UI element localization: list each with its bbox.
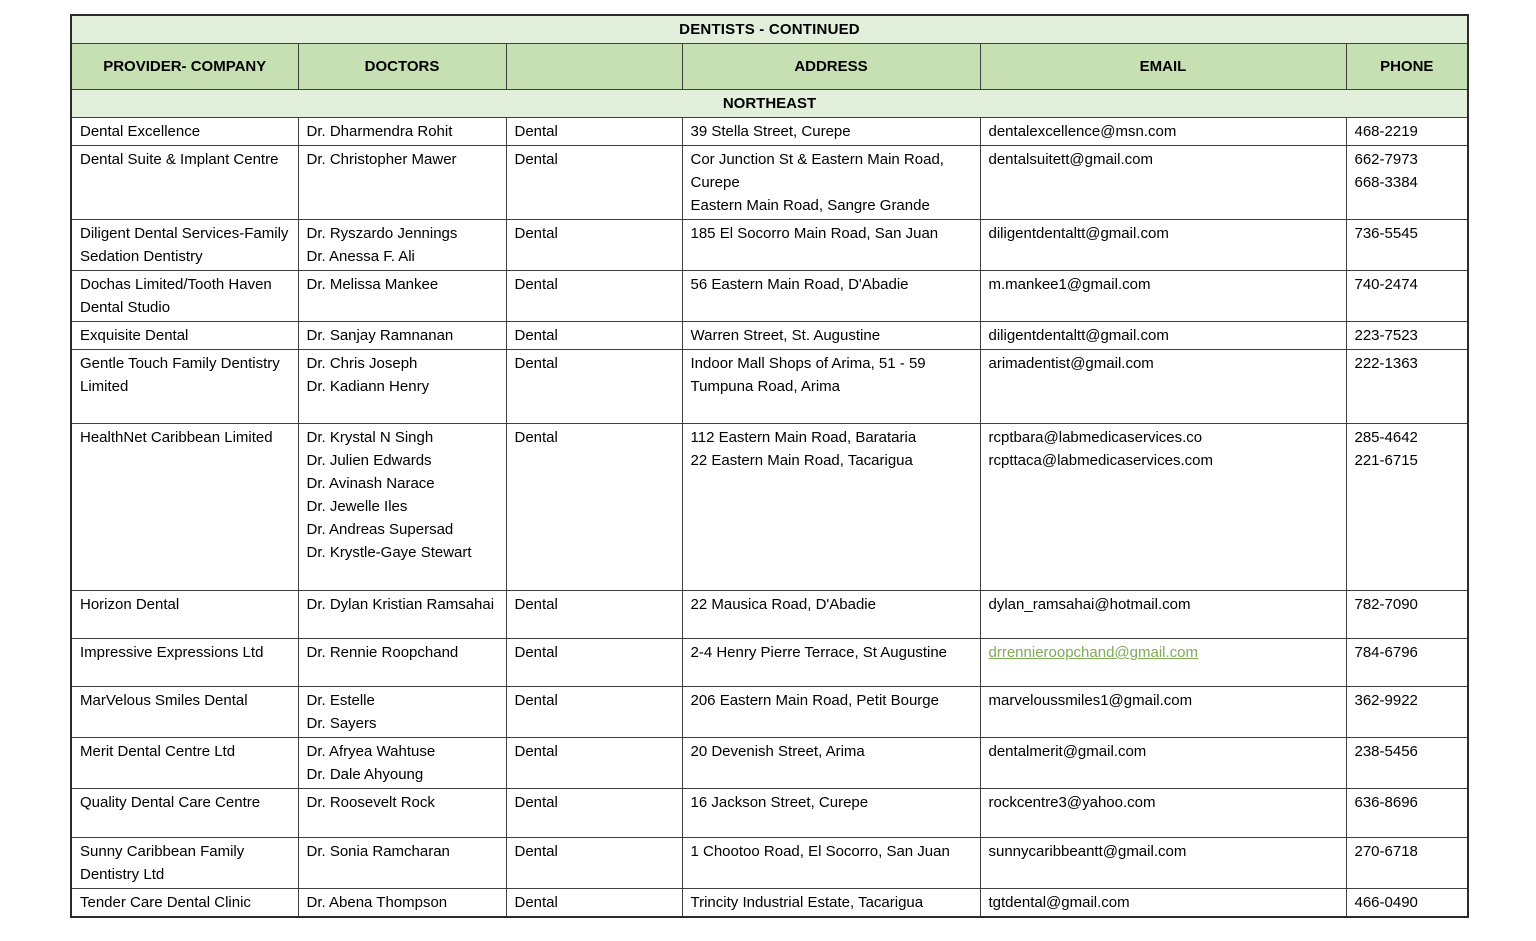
phone-number: 285-4642 bbox=[1354, 429, 1418, 446]
table-row bbox=[71, 424, 1468, 591]
address-line: 22 Mausica Road, D'Abadie bbox=[690, 596, 876, 613]
email-cell bbox=[980, 220, 1346, 271]
phone-cell bbox=[1346, 789, 1468, 838]
doctors-cell bbox=[298, 220, 506, 271]
email-cell bbox=[980, 350, 1346, 424]
doctors-cell bbox=[298, 591, 506, 639]
phone-cell bbox=[1346, 146, 1468, 220]
phone-number: 223-7523 bbox=[1354, 327, 1418, 344]
phone-cell bbox=[1346, 322, 1468, 350]
column-header-row bbox=[71, 44, 1468, 90]
email-link[interactable]: drrennieroopchand@gmail.com bbox=[988, 644, 1199, 661]
provider-type: Dental bbox=[514, 692, 558, 709]
table-row bbox=[71, 789, 1468, 838]
doctor-name: Dr. Kadiann Henry bbox=[306, 378, 430, 395]
type-cell bbox=[506, 838, 682, 889]
doctor-name: Dr. Dylan Kristian Ramsahai bbox=[306, 596, 495, 613]
email-text: dentalmerit@gmail.com bbox=[988, 743, 1147, 760]
email-text: rockcentre3@yahoo.com bbox=[988, 794, 1156, 811]
address-cell bbox=[682, 424, 980, 591]
table-title: DENTISTS - CONTINUED bbox=[71, 15, 1468, 44]
email-text: arimadentist@gmail.com bbox=[988, 355, 1154, 372]
provider-type: Dental bbox=[514, 123, 558, 140]
provider-type: Dental bbox=[514, 355, 558, 372]
phone-cell bbox=[1346, 738, 1468, 789]
doctor-name: Dr. Rennie Roopchand bbox=[306, 644, 459, 661]
address-cell bbox=[682, 118, 980, 146]
address-line: 16 Jackson Street, Curepe bbox=[690, 794, 869, 811]
address-line: 56 Eastern Main Road, D'Abadie bbox=[690, 276, 909, 293]
phone-number: 662-7973 bbox=[1354, 151, 1418, 168]
doctor-name: Dr. Sayers bbox=[306, 715, 377, 732]
address-cell bbox=[682, 738, 980, 789]
phone-cell bbox=[1346, 220, 1468, 271]
doctor-name: Dr. Sanjay Ramnanan bbox=[306, 327, 454, 344]
email-text: marveloussmiles1@gmail.com bbox=[988, 692, 1193, 709]
email-cell bbox=[980, 146, 1346, 220]
phone-cell bbox=[1346, 350, 1468, 424]
provider-name: Dental Suite & Implant Centre bbox=[80, 151, 279, 168]
dentists-table-container bbox=[70, 14, 1469, 918]
address-cell bbox=[682, 687, 980, 738]
phone-number: 636-8696 bbox=[1354, 794, 1418, 811]
provider-name: Horizon Dental bbox=[80, 596, 180, 613]
address-line: Eastern Main Road, Sangre Grande bbox=[690, 197, 930, 214]
type-cell bbox=[506, 146, 682, 220]
address-cell bbox=[682, 889, 980, 918]
address-cell bbox=[682, 639, 980, 687]
phone-number: 466-0490 bbox=[1354, 894, 1418, 911]
provider-type: Dental bbox=[514, 225, 558, 242]
doctor-name: Dr. Afryea Wahtuse bbox=[306, 743, 436, 760]
column-header-address: ADDRESS bbox=[682, 44, 980, 90]
doctors-cell bbox=[298, 889, 506, 918]
type-cell bbox=[506, 639, 682, 687]
doctor-name: Dr. Andreas Supersad bbox=[306, 521, 454, 538]
address-cell bbox=[682, 591, 980, 639]
phone-cell bbox=[1346, 687, 1468, 738]
table-row bbox=[71, 271, 1468, 322]
doctors-cell bbox=[298, 789, 506, 838]
address-cell bbox=[682, 350, 980, 424]
table-row bbox=[71, 146, 1468, 220]
email-text: dylan_ramsahai@hotmail.com bbox=[988, 596, 1191, 613]
provider-name: Dochas Limited/Tooth Haven Dental Studio bbox=[80, 276, 272, 316]
phone-number: 784-6796 bbox=[1354, 644, 1418, 661]
phone-cell bbox=[1346, 889, 1468, 918]
address-cell bbox=[682, 271, 980, 322]
phone-number: 238-5456 bbox=[1354, 743, 1418, 760]
email-cell bbox=[980, 639, 1346, 687]
doctor-name: Dr. Ryszardo Jennings bbox=[306, 225, 458, 242]
doctor-name: Dr. Krystle-Gaye Stewart bbox=[306, 544, 472, 561]
provider-cell bbox=[71, 424, 298, 591]
provider-type: Dental bbox=[514, 596, 558, 613]
column-header-blank bbox=[506, 44, 682, 90]
address-line: 1 Chootoo Road, El Socorro, San Juan bbox=[690, 843, 950, 860]
type-cell bbox=[506, 738, 682, 789]
table-title-row bbox=[71, 15, 1468, 44]
provider-name: Exquisite Dental bbox=[80, 327, 189, 344]
email-text: diligentdentaltt@gmail.com bbox=[988, 327, 1169, 344]
doctor-name: Dr. Chris Joseph bbox=[306, 355, 418, 372]
address-line: 22 Eastern Main Road, Tacarigua bbox=[690, 452, 913, 469]
type-cell bbox=[506, 789, 682, 838]
column-header-email: EMAIL bbox=[980, 44, 1346, 90]
email-line bbox=[989, 641, 1338, 664]
doctors-cell bbox=[298, 738, 506, 789]
provider-cell bbox=[71, 639, 298, 687]
email-text: m.mankee1@gmail.com bbox=[988, 276, 1151, 293]
type-cell bbox=[506, 687, 682, 738]
provider-name: Merit Dental Centre Ltd bbox=[80, 743, 236, 760]
phone-number: 362-9922 bbox=[1354, 692, 1418, 709]
doctor-name: Dr. Krystal N Singh bbox=[306, 429, 434, 446]
email-text: rcpttaca@labmedicaservices.com bbox=[988, 452, 1213, 469]
doctor-name: Dr. Julien Edwards bbox=[306, 452, 432, 469]
phone-cell bbox=[1346, 424, 1468, 591]
type-cell bbox=[506, 889, 682, 918]
type-cell bbox=[506, 322, 682, 350]
provider-cell bbox=[71, 889, 298, 918]
doctors-cell bbox=[298, 146, 506, 220]
table-row bbox=[71, 687, 1468, 738]
provider-type: Dental bbox=[514, 151, 558, 168]
address-line: Warren Street, St. Augustine bbox=[690, 327, 881, 344]
doctors-cell bbox=[298, 118, 506, 146]
email-text: dentalsuitett@gmail.com bbox=[988, 151, 1153, 168]
address-line: 39 Stella Street, Curepe bbox=[690, 123, 851, 140]
provider-name: Impressive Expressions Ltd bbox=[80, 644, 264, 661]
column-header-phone: PHONE bbox=[1346, 44, 1468, 90]
phone-number: 270-6718 bbox=[1354, 843, 1418, 860]
provider-cell bbox=[71, 838, 298, 889]
address-cell bbox=[682, 220, 980, 271]
provider-type: Dental bbox=[514, 894, 558, 911]
doctors-cell bbox=[298, 350, 506, 424]
address-line: Cor Junction St & Eastern Main Road, Curepe bbox=[690, 151, 944, 191]
provider-cell bbox=[71, 271, 298, 322]
table-row bbox=[71, 350, 1468, 424]
dentists-table bbox=[70, 14, 1469, 918]
phone-number: 222-1363 bbox=[1354, 355, 1418, 372]
provider-name: Gentle Touch Family Dentistry Limited bbox=[80, 355, 280, 395]
email-cell bbox=[980, 889, 1346, 918]
address-cell bbox=[682, 322, 980, 350]
email-text: sunnycaribbeantt@gmail.com bbox=[988, 843, 1187, 860]
email-text: dentalexcellence@msn.com bbox=[988, 123, 1177, 140]
type-cell bbox=[506, 271, 682, 322]
provider-name: Sunny Caribbean Family Dentistry Ltd bbox=[80, 843, 245, 883]
address-cell bbox=[682, 146, 980, 220]
doctors-cell bbox=[298, 424, 506, 591]
provider-type: Dental bbox=[514, 276, 558, 293]
phone-number: 782-7090 bbox=[1354, 596, 1418, 613]
table-row bbox=[71, 639, 1468, 687]
section-header: NORTHEAST bbox=[71, 90, 1468, 118]
provider-type: Dental bbox=[514, 644, 558, 661]
type-cell bbox=[506, 220, 682, 271]
provider-type: Dental bbox=[514, 429, 558, 446]
table-row bbox=[71, 738, 1468, 789]
email-cell bbox=[980, 738, 1346, 789]
address-line: 2-4 Henry Pierre Terrace, St Augustine bbox=[690, 644, 948, 661]
email-cell bbox=[980, 838, 1346, 889]
provider-type: Dental bbox=[514, 743, 558, 760]
table-row bbox=[71, 838, 1468, 889]
phone-number: 740-2474 bbox=[1354, 276, 1418, 293]
doctor-name: Dr. Avinash Narace bbox=[306, 475, 435, 492]
email-cell bbox=[980, 591, 1346, 639]
type-cell bbox=[506, 118, 682, 146]
provider-cell bbox=[71, 738, 298, 789]
table-row bbox=[71, 118, 1468, 146]
provider-type: Dental bbox=[514, 327, 558, 344]
doctors-cell bbox=[298, 322, 506, 350]
email-cell bbox=[980, 789, 1346, 838]
email-text: rcptbara@labmedicaservices.co bbox=[988, 429, 1203, 446]
provider-cell bbox=[71, 687, 298, 738]
column-header-provider: PROVIDER- COMPANY bbox=[71, 44, 298, 90]
email-cell bbox=[980, 322, 1346, 350]
table-row bbox=[71, 220, 1468, 271]
doctor-name: Dr. Anessa F. Ali bbox=[306, 248, 415, 265]
table-row bbox=[71, 322, 1468, 350]
phone-number: 668-3384 bbox=[1354, 174, 1418, 191]
provider-name: MarVelous Smiles Dental bbox=[80, 692, 248, 709]
phone-cell bbox=[1346, 639, 1468, 687]
doctor-name: Dr. Abena Thompson bbox=[306, 894, 448, 911]
provider-cell bbox=[71, 789, 298, 838]
type-cell bbox=[506, 591, 682, 639]
email-cell bbox=[980, 424, 1346, 591]
phone-cell bbox=[1346, 838, 1468, 889]
type-cell bbox=[506, 424, 682, 591]
provider-cell bbox=[71, 322, 298, 350]
doctors-cell bbox=[298, 687, 506, 738]
provider-cell bbox=[71, 118, 298, 146]
email-cell bbox=[980, 687, 1346, 738]
provider-cell bbox=[71, 350, 298, 424]
table-row bbox=[71, 889, 1468, 918]
email-cell bbox=[980, 118, 1346, 146]
doctor-name: Dr. Jewelle Iles bbox=[306, 498, 408, 515]
doctor-name: Dr. Melissa Mankee bbox=[306, 276, 439, 293]
doctors-cell bbox=[298, 838, 506, 889]
address-line: Indoor Mall Shops of Arima, 51 - 59 Tumpuna Road, Arima bbox=[690, 355, 926, 395]
phone-number: 221-6715 bbox=[1354, 452, 1418, 469]
provider-cell bbox=[71, 146, 298, 220]
provider-name: Dental Excellence bbox=[80, 123, 201, 140]
doctor-name: Dr. Sonia Ramcharan bbox=[306, 843, 450, 860]
provider-name: Tender Care Dental Clinic bbox=[80, 894, 251, 911]
address-line: 112 Eastern Main Road, Barataria bbox=[690, 429, 917, 446]
phone-cell bbox=[1346, 271, 1468, 322]
provider-name: Diligent Dental Services-Family Sedation Dentistry bbox=[80, 225, 289, 265]
email-text: diligentdentaltt@gmail.com bbox=[988, 225, 1169, 242]
email-text: tgtdental@gmail.com bbox=[988, 894, 1130, 911]
provider-cell bbox=[71, 591, 298, 639]
phone-number: 468-2219 bbox=[1354, 123, 1418, 140]
provider-type: Dental bbox=[514, 843, 558, 860]
doctor-name: Dr. Estelle bbox=[306, 692, 375, 709]
doctors-cell bbox=[298, 639, 506, 687]
email-cell bbox=[980, 271, 1346, 322]
doctor-name: Dr. Christopher Mawer bbox=[306, 151, 457, 168]
doctor-name: Dr. Dale Ahyoung bbox=[306, 766, 424, 783]
address-cell bbox=[682, 838, 980, 889]
table-row bbox=[71, 591, 1468, 639]
section-header-row bbox=[71, 90, 1468, 118]
provider-type: Dental bbox=[514, 794, 558, 811]
phone-cell bbox=[1346, 118, 1468, 146]
address-line: 206 Eastern Main Road, Petit Bourge bbox=[690, 692, 939, 709]
column-header-doctors: DOCTORS bbox=[298, 44, 506, 90]
address-line: 20 Devenish Street, Arima bbox=[690, 743, 865, 760]
doctors-cell bbox=[298, 271, 506, 322]
phone-cell bbox=[1346, 591, 1468, 639]
phone-number: 736-5545 bbox=[1354, 225, 1418, 242]
address-line: 185 El Socorro Main Road, San Juan bbox=[690, 225, 939, 242]
type-cell bbox=[506, 350, 682, 424]
doctor-name: Dr. Roosevelt Rock bbox=[306, 794, 435, 811]
address-line: Trincity Industrial Estate, Tacarigua bbox=[690, 894, 924, 911]
provider-name: HealthNet Caribbean Limited bbox=[80, 429, 273, 446]
doctor-name: Dr. Dharmendra Rohit bbox=[306, 123, 453, 140]
address-cell bbox=[682, 789, 980, 838]
provider-cell bbox=[71, 220, 298, 271]
provider-name: Quality Dental Care Centre bbox=[80, 794, 261, 811]
